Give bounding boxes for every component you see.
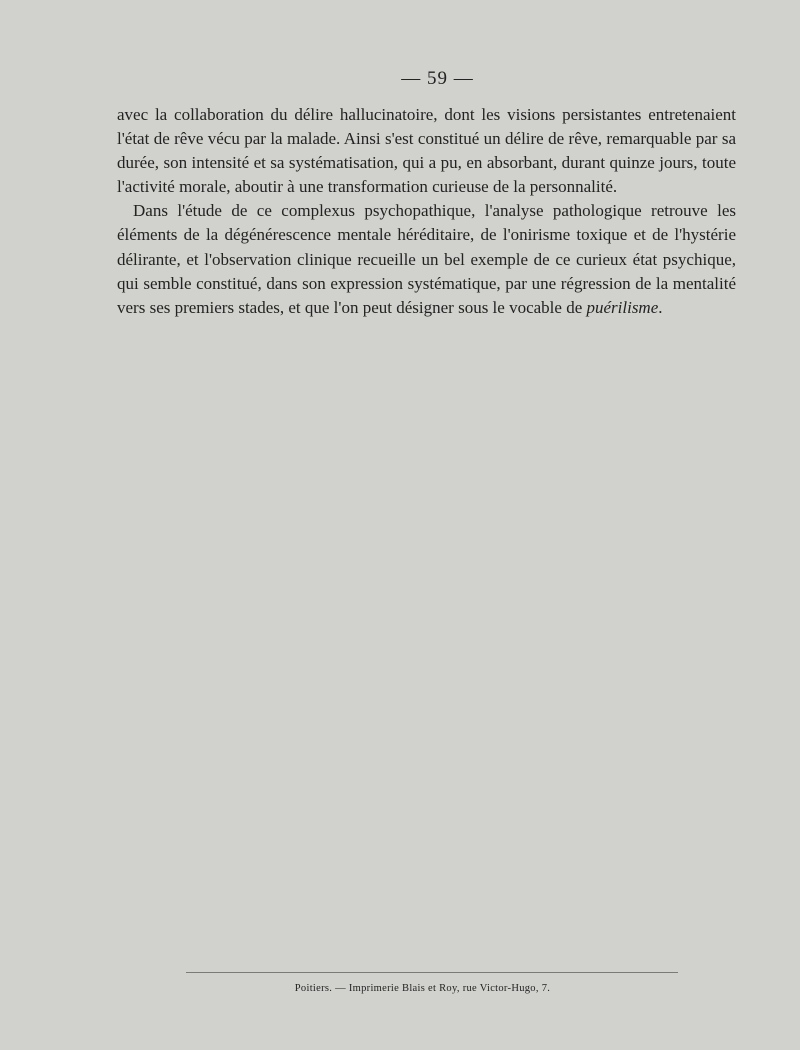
paragraph-2 [117, 199, 736, 319]
page-number: — 59 — [401, 68, 474, 89]
paragraph-2-end: . [658, 297, 663, 317]
printer-imprint: Poitiers. — Imprimerie Blais et Roy, rue Victor-Hugo, 7. [294, 983, 551, 994]
paragraph-2-text: Dans l'étude de ce complexus psychopathique, l'analyse pathologique retrouve les éléments de la dégénérescence mentale héréditaire, de l'onirisme toxique et de l'hystérie délirante, et l'observation clinique recueille un bel exemple de ce curieux état psychique, qui semble constitué, dans son expression systématique, par une régression de la mentalité vers ses premiers stades, et que l'on peut désigner sous le vocable de [117, 201, 736, 317]
body-text [117, 103, 736, 320]
footer-rule [186, 972, 678, 973]
term-puerilisme: puérilisme [586, 297, 659, 317]
paragraph-1: avec la collaboration du délire hallucinatoire, dont les visions persistantes entretenaient l'état de rêve vécu par la malade. Ainsi s'est constitué un délire de rêve, remarquable par sa durée, son intensité et sa systématisation, qui a pu, en absorbant, durant quinze jours, toute l'activité morale, aboutir à une transformation curieuse de la personnalité. [117, 105, 736, 197]
